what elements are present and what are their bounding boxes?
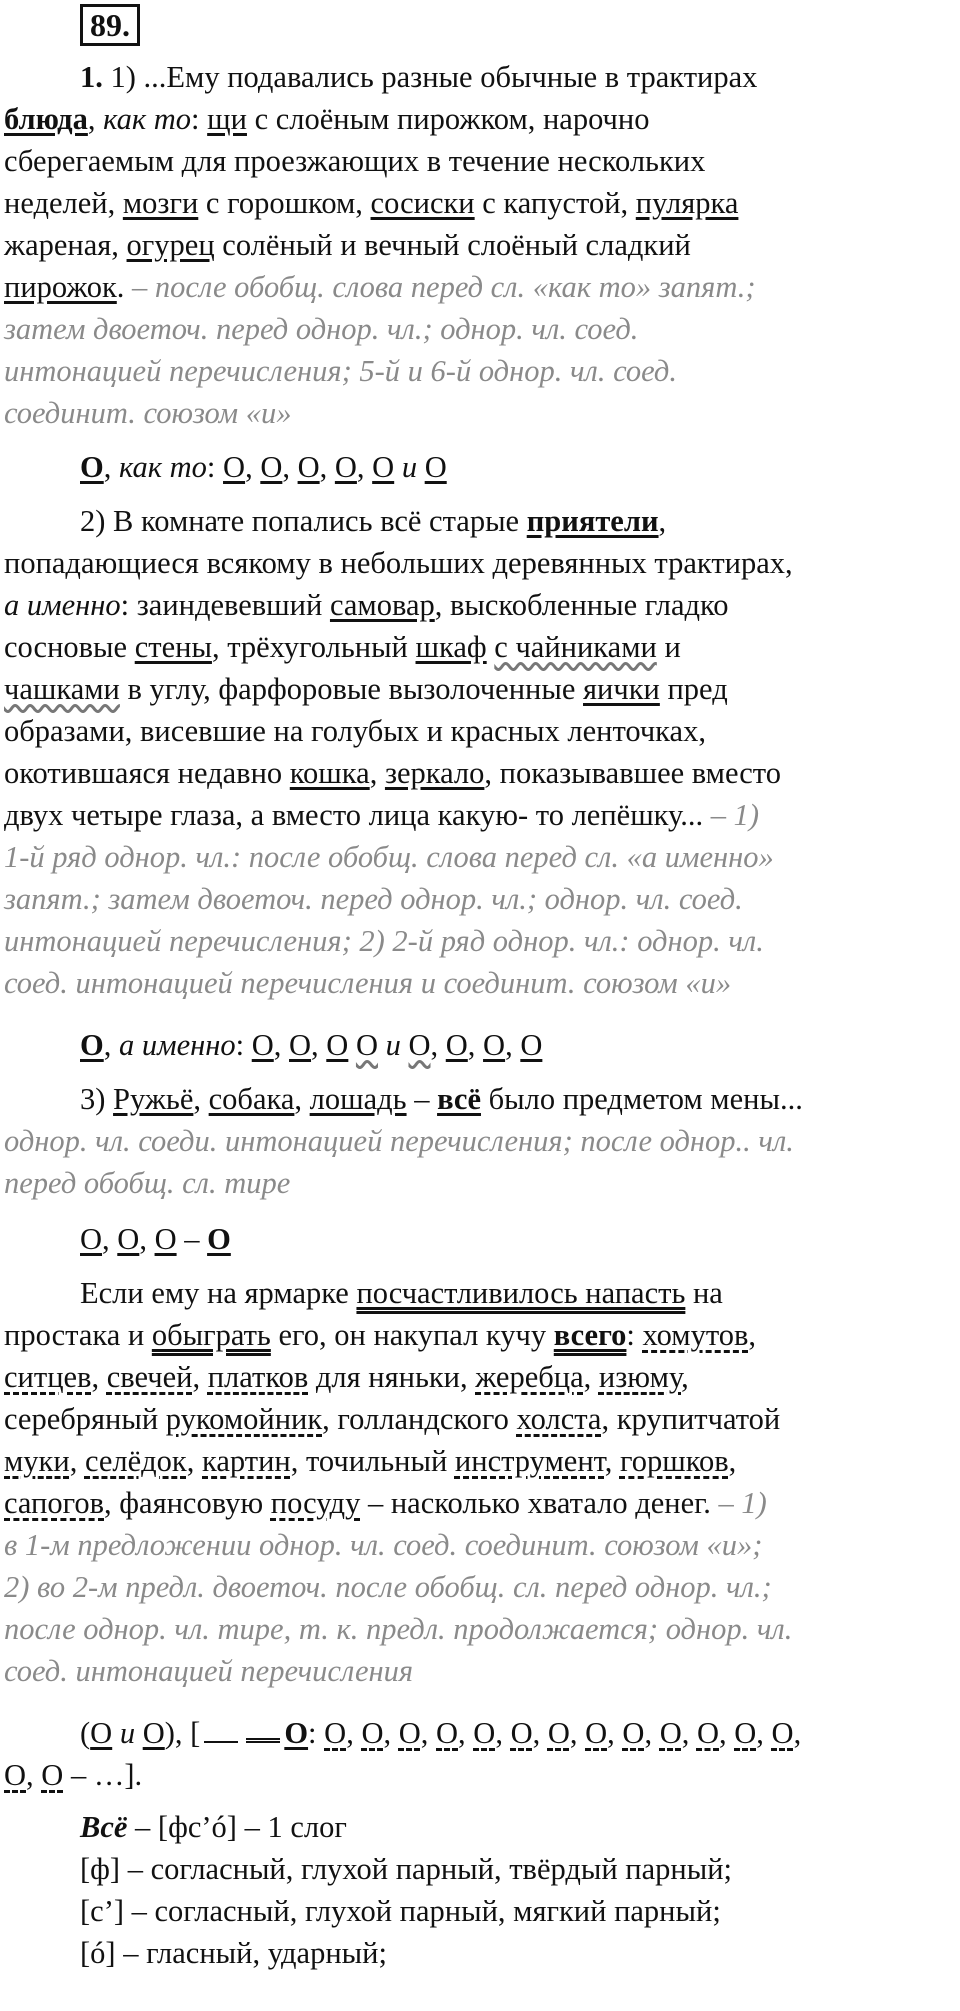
object: селёдок xyxy=(84,1444,187,1478)
task-4-text: Если ему на ярмарке посчастливилось напасть на простака и обыграть его, он накупал кучу всего: хомутов, ситцев, свечей, платков для няньки, жеребца, изюму, серебряный рукомойник, голландского холста, крупитчатой муки, селёдок, картин, точильный инструмент, горшков, сапогов, фаянсовую посуду – насколько хватало денег. – 1) в 1-м предложении однор. чл. соед. соединит. союзом «и»; 2) во 2-м предл. двоеточ. после обобщ. сл. перед однор. чл.; после однор. чл. тире, т. к. предл. продолжается; однор. чл. соед. интонацией перечисления xyxy=(4,1272,954,1692)
object: ситцев xyxy=(4,1360,92,1394)
explanation: после однор. чл. тире, т. к. предл. продолжается; однор. чл. xyxy=(4,1612,793,1646)
subject: собака xyxy=(208,1082,295,1116)
task-3-text: 3) Ружьё, собака, лошадь – всё было предметом мены... однор. чл. соеди. интонацией перечисления; после однор.. чл. перед обобщ. сл. тире xyxy=(4,1078,954,1204)
predicate: обыграть xyxy=(151,1318,271,1352)
object: изюму xyxy=(598,1360,682,1394)
subject-gap xyxy=(204,1721,238,1743)
subject: стены xyxy=(134,630,212,664)
attribute: чашками xyxy=(4,672,120,706)
subject: лошадь xyxy=(309,1082,407,1116)
explanation: запят.; затем двоеточ. перед однор. чл.; однор. чл. соед. xyxy=(4,882,743,916)
explanation: перед обобщ. сл. тире xyxy=(4,1166,291,1200)
object: муки xyxy=(4,1444,70,1478)
subject: огурец xyxy=(126,228,215,262)
predicate-gap xyxy=(246,1718,280,1743)
explanation: затем двоеточ. перед однор. чл.; однор. чл. соед. xyxy=(4,312,639,346)
object: инструмент xyxy=(454,1444,605,1478)
generalizing-word: всё xyxy=(437,1082,481,1116)
task-2-text: 2) В комнате попались всё старые приятели, попадающиеся всякому в небольших деревянных трактирах, а именно: заиндевевший самовар, выскобленные гладко сосновые стены, трёхугольный шкаф с чайниками и чашками в углу, фарфоровые вызолоченные яички пред образами, висевшие на голубых и красных ленточках, окотившаяся недавно кошка, зеркало, показывавшее вместо двух четыре глаза, а вместо лица какую- то лепёшку... – 1) 1-й ряд однор. чл.: после обобщ. слова перед сл. «а именно» запят.; затем двоеточ. перед однор. чл.; однор. чл. соед. интонацией перечисления; 2) 2-й ряд однор. чл.: однор. чл. соед. интонацией перечисления и соединит. союзом «и» xyxy=(4,500,954,1004)
explanation: однор. чл. соеди. интонацией перечисления; после однор.. чл. xyxy=(4,1124,794,1158)
generalizing-word: приятели xyxy=(526,504,659,538)
object: картин xyxy=(202,1444,291,1478)
explanation: 1-й ряд однор. чл.: после обобщ. слова перед сл. «а именно» xyxy=(4,840,774,874)
exercise-number: 89. xyxy=(80,4,140,46)
predicate: посчастливилось напасть xyxy=(356,1276,686,1310)
object: рукомойник xyxy=(165,1402,323,1436)
explanation: 2) во 2-м предл. двоеточ. после обобщ. сл. перед однор. чл.; xyxy=(4,1570,772,1604)
object: платков xyxy=(207,1360,309,1394)
object: сапогов xyxy=(4,1486,105,1520)
subject: яички xyxy=(583,672,660,706)
subject: Ружьё xyxy=(113,1082,194,1116)
task-4-scheme: (О и О), [ О: О, О, О, О, О, О, О, О, О, О, О, О, О, О, О – …]. xyxy=(4,1716,802,1792)
task-2-scheme: О, а именно: О, О, О О и О, О, О, О xyxy=(80,1028,543,1062)
subject: шкаф xyxy=(415,630,487,664)
task-3-scheme: О, О, О – О xyxy=(80,1222,231,1256)
subject: кошка xyxy=(289,756,370,790)
attribute: с чайниками xyxy=(494,630,657,664)
object: свечей xyxy=(106,1360,193,1394)
task-1-text: 1. 1) ...Ему подавались разные обычные в трактирах блюда, как то: щи с слоёным пирожком, нарочно сберегаемым для проезжающих в течение нескольких неделей, мозги с горошком, сосиски с капустой, пулярка жареная, огурец солёный и вечный слоёный сладкий пирожок. – после обобщ. слова перед сл. «как то» запят.; затем двоеточ. перед однор. чл.; однор. чл. соед. интонацией перечисления; 5-й и 6-й однор. чл. соед. соединит. союзом «и» xyxy=(4,56,954,434)
subject: щи xyxy=(207,102,247,136)
explanation: соед. интонацией перечисления и соединит. союзом «и» xyxy=(4,966,732,1000)
explanation: интонацией перечисления; 5-й и 6-й однор. чл. соед. xyxy=(4,354,677,388)
explanation: соед. интонацией перечисления xyxy=(4,1654,414,1688)
subject: пулярка xyxy=(635,186,739,220)
analyzed-word: Всё xyxy=(80,1810,128,1844)
explanation: соединит. союзом «и» xyxy=(4,396,292,430)
object: посуду xyxy=(270,1486,361,1520)
explanation: – после обобщ. слова перед сл. «как то» запят.; xyxy=(132,270,756,304)
explanation: интонацией перечисления; 2) 2-й ряд однор. чл.: однор. чл. xyxy=(4,924,764,958)
task-number: 1. xyxy=(80,60,103,94)
phonetic-analysis: Всё – [фс’ó] – 1 слог [ф] – согласный, глухой парный, твёрдый парный; [с’] – согласный, глухой парный, мягкий парный; [ó] – гласный, ударный; xyxy=(4,1806,954,1974)
subject: пирожок xyxy=(4,270,117,304)
sound-line: [с’] – согласный, глухой парный, мягкий парный; xyxy=(80,1894,721,1928)
subject: мозги xyxy=(122,186,199,220)
object: жеребца xyxy=(475,1360,584,1394)
subject: самовар xyxy=(329,588,435,622)
subject: зеркало xyxy=(384,756,485,790)
sound-line: [ф] – согласный, глухой парный, твёрдый парный; xyxy=(80,1852,733,1886)
generalizing-word: блюда xyxy=(4,102,88,136)
sound-line: [ó] – гласный, ударный; xyxy=(80,1936,387,1970)
object: хомутов xyxy=(642,1318,749,1352)
object: холста xyxy=(516,1402,602,1436)
object: горшков xyxy=(619,1444,729,1478)
subject: сосиски xyxy=(370,186,475,220)
generalizing-word: всего xyxy=(553,1318,627,1352)
task-1-scheme: О, как то: О, О, О, О, О и О xyxy=(80,450,447,484)
explanation: в 1-м предложении однор. чл. соед. соединит. союзом «и»; xyxy=(4,1528,763,1562)
